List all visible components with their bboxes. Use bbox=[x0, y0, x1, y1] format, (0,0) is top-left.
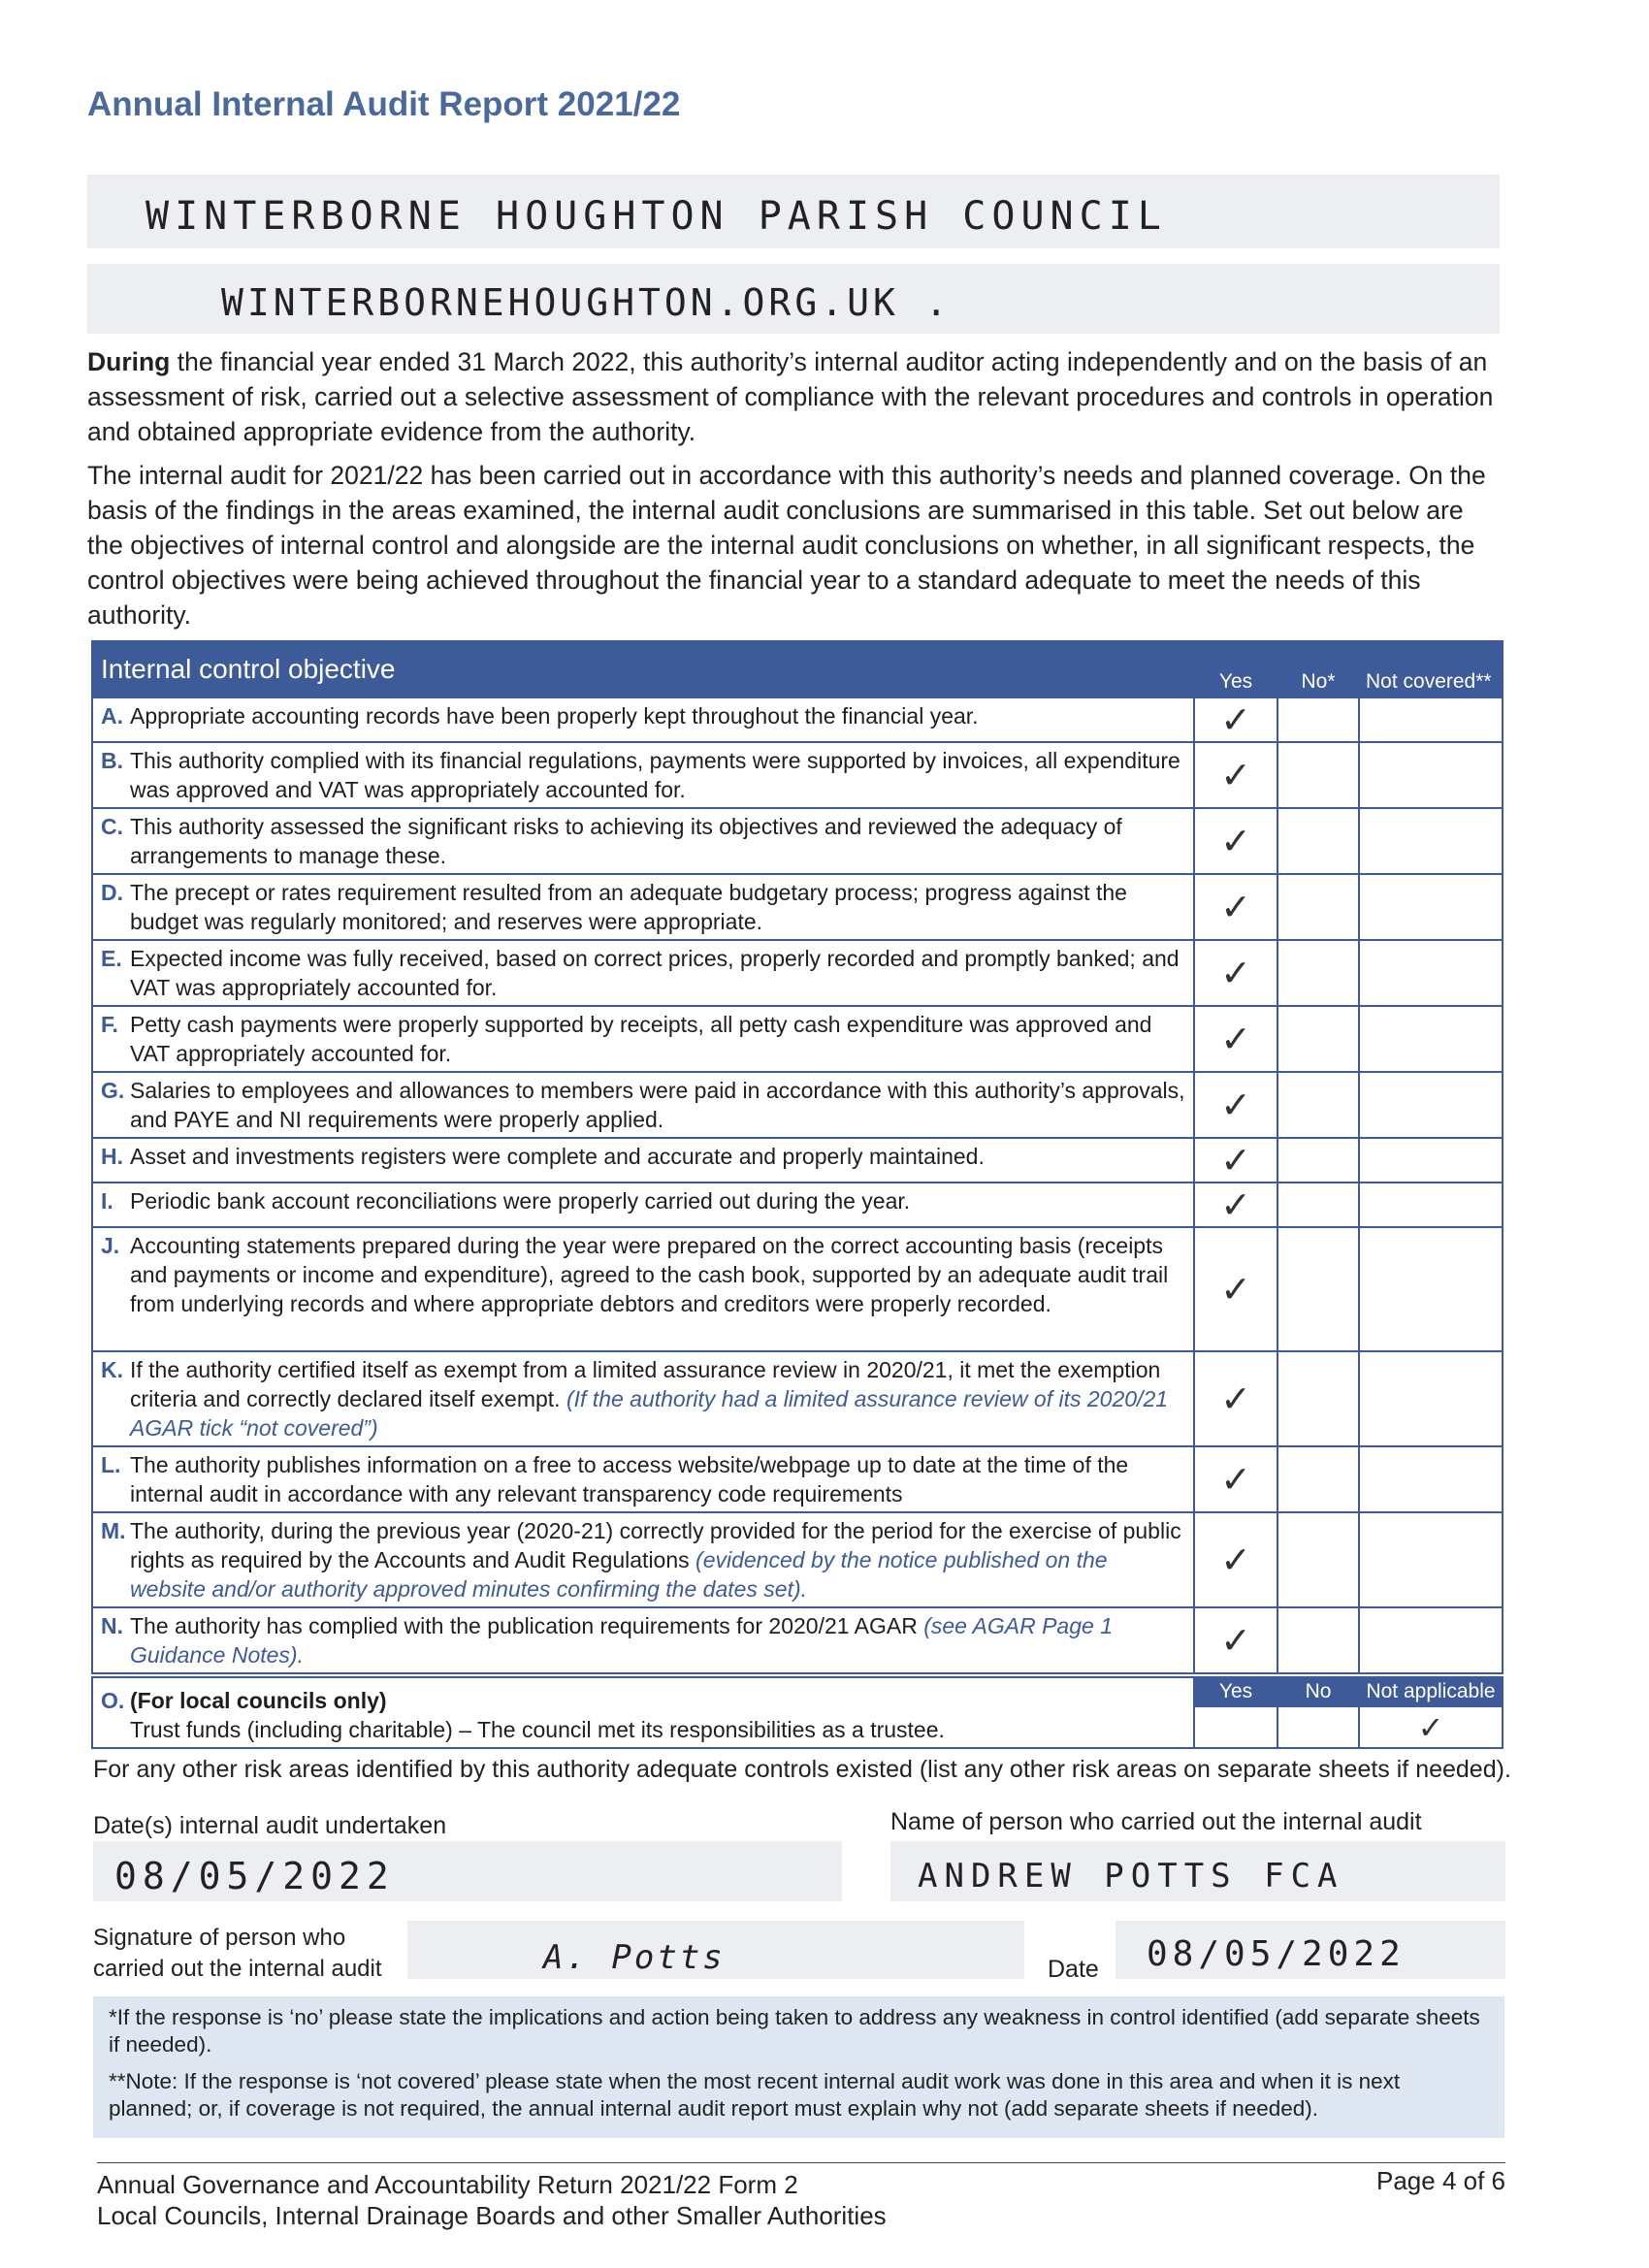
yes-checkmark[interactable]: ✓ bbox=[1194, 1138, 1277, 1183]
control-objective-cell bbox=[92, 1072, 1194, 1138]
trust-funds-text: Trust funds (including charitable) – The council met its responsibilities as a trustee. bbox=[130, 1717, 945, 1742]
signature-value: A. Potts bbox=[543, 1938, 726, 1977]
control-row bbox=[92, 940, 1503, 1006]
not-covered-cell[interactable] bbox=[1359, 1227, 1503, 1351]
control-objective-cell bbox=[92, 697, 1194, 742]
objective-description: Periodic bank account reconciliations were properly carried out during the year. bbox=[130, 1188, 911, 1214]
auditor-label: Name of person who carried out the internal audit bbox=[890, 1808, 1422, 1835]
row-letter: B. bbox=[101, 748, 123, 773]
table-header-no: No* bbox=[1277, 641, 1359, 697]
row-letter: F. bbox=[101, 1012, 118, 1037]
signature-label-line-2: carried out the internal audit bbox=[93, 1956, 382, 1982]
objective-description: If the authority certified itself as exempt from a limited assurance review in 2020/21, it met the exemption criteria and correctly declared itself exempt. bbox=[130, 1357, 1161, 1411]
yes-checkmark[interactable]: ✓ bbox=[1194, 1607, 1277, 1673]
control-row bbox=[92, 697, 1503, 742]
objective-text bbox=[130, 1450, 1187, 1508]
page-number: Page 4 of 6 bbox=[1376, 2166, 1505, 2195]
objective-description: The precept or rates requirement resulted from an adequate budgetary process; progress against the budget was regularly monitored; and reserves were appropriate. bbox=[130, 880, 1127, 934]
not-covered-cell[interactable] bbox=[1359, 1351, 1503, 1446]
objective-description: Petty cash payments were properly supported by receipts, all petty cash expenditure was approved and VAT appropriately accounted for. bbox=[130, 1012, 1152, 1066]
response-notes-box bbox=[93, 1996, 1504, 2138]
row-letter: H. bbox=[101, 1144, 123, 1169]
trust-yes-cell[interactable] bbox=[1194, 1706, 1277, 1748]
no-cell[interactable] bbox=[1277, 1183, 1359, 1227]
authority-name-value: WINTERBORNE HOUGHTON PARISH COUNCIL bbox=[146, 194, 1167, 239]
control-row bbox=[92, 874, 1503, 940]
objective-text bbox=[130, 1355, 1187, 1442]
not-covered-cell[interactable] bbox=[1359, 808, 1503, 874]
row-letter: M. bbox=[101, 1518, 126, 1543]
footer-authority-types: Local Councils, Internal Drainage Boards and other Smaller Authorities bbox=[97, 2201, 887, 2230]
no-cell[interactable] bbox=[1277, 1227, 1359, 1351]
objective-text bbox=[130, 746, 1187, 804]
control-objective-cell bbox=[92, 1183, 1194, 1227]
control-row bbox=[92, 742, 1503, 808]
intro-paragraph-1 bbox=[87, 344, 1504, 449]
yes-checkmark[interactable]: ✓ bbox=[1194, 1512, 1277, 1607]
table-header-objective: Internal control objective bbox=[92, 641, 1194, 697]
not-covered-cell[interactable] bbox=[1359, 874, 1503, 940]
authority-website-value: WINTERBORNEHOUGHTON.ORG.UK . bbox=[221, 281, 952, 324]
not-covered-cell[interactable] bbox=[1359, 940, 1503, 1006]
objective-guidance-note: (evidenced by the notice published on the website and/or authority approved minutes confirming the dates set). bbox=[130, 1547, 1108, 1602]
objective-text bbox=[130, 1010, 1187, 1068]
control-objective-cell bbox=[92, 1138, 1194, 1183]
yes-checkmark[interactable]: ✓ bbox=[1194, 697, 1277, 742]
objective-text bbox=[130, 878, 1187, 936]
row-letter: J. bbox=[101, 1233, 120, 1258]
row-letter: K. bbox=[101, 1357, 123, 1382]
other-risks-text: For any other risk areas identified by this authority adequate controls existed (list any other risk areas on separate sheets if needed). bbox=[93, 1756, 1511, 1783]
footer bbox=[97, 2169, 887, 2231]
trust-header-no: No bbox=[1277, 1677, 1359, 1706]
control-row bbox=[92, 1607, 1503, 1673]
objective-guidance-note: (see AGAR Page 1 Guidance Notes). bbox=[130, 1613, 1113, 1668]
no-cell[interactable] bbox=[1277, 940, 1359, 1006]
control-row bbox=[92, 1006, 1503, 1072]
not-covered-cell[interactable] bbox=[1359, 1138, 1503, 1183]
row-letter: I. bbox=[101, 1188, 113, 1214]
no-cell[interactable] bbox=[1277, 1006, 1359, 1072]
local-councils-only-label: (For local councils only) bbox=[130, 1688, 387, 1713]
control-objective-cell bbox=[92, 1446, 1194, 1512]
not-covered-cell[interactable] bbox=[1359, 697, 1503, 742]
control-row bbox=[92, 1072, 1503, 1138]
control-row bbox=[92, 1183, 1503, 1227]
intro-bold: During bbox=[87, 347, 171, 376]
dates-value: 08/05/2022 bbox=[114, 1855, 395, 1897]
row-letter: D. bbox=[101, 880, 123, 905]
control-objective-cell bbox=[92, 742, 1194, 808]
not-covered-cell[interactable] bbox=[1359, 742, 1503, 808]
objective-text bbox=[130, 944, 1187, 1002]
internal-control-table bbox=[91, 640, 1504, 1674]
control-objective-cell bbox=[92, 940, 1194, 1006]
date-label: Date bbox=[1048, 1956, 1099, 1983]
not-covered-cell[interactable] bbox=[1359, 1446, 1503, 1512]
trust-na-checkmark[interactable]: ✓ bbox=[1359, 1706, 1503, 1748]
objective-guidance-note: (If the authority had a limited assurance review of its 2020/21 AGAR tick “not covered”) bbox=[130, 1386, 1169, 1441]
table-header-yes: Yes bbox=[1194, 641, 1277, 697]
objective-description: Asset and investments registers were complete and accurate and properly maintained. bbox=[130, 1144, 985, 1169]
row-letter: G. bbox=[101, 1078, 125, 1103]
intro-paragraph-2: The internal audit for 2021/22 has been carried out in accordance with this authority’s needs and planned coverage. On the basis of the findings in the areas examined, the internal audit conclusions are summarised in this table. Set out below are the objectives of internal control and alongside are the internal audit conclusions on whether, in all significant respects, the control objectives were being achieved throughout the financial year to a standard adequate to meet the needs of this authority. bbox=[87, 461, 1486, 630]
date-value: 08/05/2022 bbox=[1147, 1934, 1406, 1974]
yes-checkmark[interactable]: ✓ bbox=[1194, 874, 1277, 940]
trust-no-cell[interactable] bbox=[1277, 1706, 1359, 1748]
objective-text bbox=[130, 1076, 1187, 1134]
table-header-not-covered: Not covered** bbox=[1359, 641, 1503, 697]
no-cell[interactable] bbox=[1277, 1446, 1359, 1512]
control-row bbox=[92, 1227, 1503, 1351]
objective-text bbox=[130, 1186, 910, 1215]
control-objective-cell bbox=[92, 1512, 1194, 1607]
yes-checkmark[interactable]: ✓ bbox=[1194, 808, 1277, 874]
yes-checkmark[interactable]: ✓ bbox=[1194, 940, 1277, 1006]
control-row bbox=[92, 1512, 1503, 1607]
row-letter: C. bbox=[101, 814, 123, 839]
objective-text bbox=[130, 1516, 1187, 1604]
no-cell[interactable] bbox=[1277, 1351, 1359, 1446]
not-covered-cell[interactable] bbox=[1359, 1183, 1503, 1227]
control-row bbox=[92, 808, 1503, 874]
objective-text bbox=[130, 812, 1187, 870]
control-objective-cell bbox=[92, 1607, 1194, 1673]
not-covered-cell[interactable] bbox=[1359, 1072, 1503, 1138]
yes-checkmark[interactable]: ✓ bbox=[1194, 1183, 1277, 1227]
objective-text bbox=[130, 701, 979, 730]
control-row bbox=[92, 1351, 1503, 1446]
objective-description: The authority publishes information on a free to access website/webpage up to date at the time of the internal audit in accordance with any relevant transparency code requirements bbox=[130, 1452, 1129, 1507]
yes-checkmark[interactable]: ✓ bbox=[1194, 1072, 1277, 1138]
objective-description: The authority has complied with the publication requirements for 2020/21 AGAR bbox=[130, 1613, 918, 1638]
objective-description: This authority assessed the significant risks to achieving its objectives and reviewed the adequacy of arrangements to manage these. bbox=[130, 814, 1122, 868]
page-title: Annual Internal Audit Report 2021/22 bbox=[87, 85, 681, 123]
control-objective-cell bbox=[92, 1006, 1194, 1072]
control-row bbox=[92, 1446, 1503, 1512]
objective-description: Expected income was fully received, based on correct prices, properly recorded and promptly banked; and VAT was appropriately accounted for. bbox=[130, 946, 1180, 1000]
yes-checkmark[interactable]: ✓ bbox=[1194, 1351, 1277, 1446]
control-objective-cell bbox=[92, 1351, 1194, 1446]
control-objective-cell bbox=[92, 874, 1194, 940]
objective-text bbox=[130, 1611, 1187, 1669]
objective-description: The authority, during the previous year (2020-21) correctly provided for the period for the exercise of public rights as required by the Accounts and Audit Regulations bbox=[130, 1518, 1181, 1572]
intro-p1-text: the financial year ended 31 March 2022, this authority’s internal auditor acting independently and on the basis of an assessment of risk, carried out a selective assessment of compliance with the relevant procedures and controls in operation and obtained appropriate evidence from the authority. bbox=[87, 347, 1494, 446]
footer-form-name: Annual Governance and Accountability Return 2021/22 Form 2 bbox=[97, 2170, 798, 2199]
no-cell[interactable] bbox=[1277, 1607, 1359, 1673]
no-cell[interactable] bbox=[1277, 808, 1359, 874]
not-covered-cell[interactable] bbox=[1359, 1006, 1503, 1072]
not-covered-cell[interactable] bbox=[1359, 1607, 1503, 1673]
no-cell[interactable] bbox=[1277, 742, 1359, 808]
signature-label-line-1: Signature of person who bbox=[93, 1925, 346, 1951]
trust-funds-table bbox=[91, 1676, 1504, 1749]
auditor-value: ANDREW POTTS FCA bbox=[918, 1857, 1344, 1895]
trust-header-yes: Yes bbox=[1194, 1677, 1277, 1706]
footer-divider bbox=[97, 2162, 1505, 2163]
no-cell[interactable] bbox=[1277, 874, 1359, 940]
yes-checkmark[interactable]: ✓ bbox=[1194, 1227, 1277, 1351]
row-letter: E. bbox=[101, 946, 122, 971]
not-covered-cell[interactable] bbox=[1359, 1512, 1503, 1607]
row-letter: N. bbox=[101, 1613, 123, 1638]
control-objective-cell bbox=[92, 1227, 1194, 1351]
objective-description: This authority complied with its financial regulations, payments were supported by invoices, all expenditure was approved and VAT was appropriately accounted for. bbox=[130, 748, 1180, 802]
no-cell[interactable] bbox=[1277, 697, 1359, 742]
row-letter: L. bbox=[101, 1452, 121, 1477]
control-row bbox=[92, 1138, 1503, 1183]
yes-checkmark[interactable]: ✓ bbox=[1194, 1446, 1277, 1512]
dates-label: Date(s) internal audit undertaken bbox=[93, 1812, 447, 1839]
trust-header-not-applicable: Not applicable bbox=[1359, 1677, 1503, 1706]
objective-text bbox=[130, 1231, 1187, 1318]
no-cell[interactable] bbox=[1277, 1072, 1359, 1138]
objective-text bbox=[130, 1142, 985, 1171]
no-cell[interactable] bbox=[1277, 1138, 1359, 1183]
objective-description: Appropriate accounting records have been properly kept throughout the financial year. bbox=[130, 703, 979, 729]
no-cell[interactable] bbox=[1277, 1512, 1359, 1607]
yes-checkmark[interactable]: ✓ bbox=[1194, 1006, 1277, 1072]
control-objective-cell bbox=[92, 808, 1194, 874]
note-not-covered-response: **Note: If the response is ‘not covered’ please state when the most recent internal audit work was done in this area and when it is next planned; or, if coverage is not required, the annual internal audit report must explain why not (add separate sheets if needed). bbox=[109, 2069, 1401, 2121]
row-letter: O. bbox=[101, 1688, 125, 1713]
row-letter: A. bbox=[101, 703, 123, 729]
objective-description: Accounting statements prepared during the year were prepared on the correct accounting basis (receipts and payments or income and expenditure), agreed to the cash book, supported by an adequate audit trail from underlying records and where appropriate debtors and creditors were properly recorded. bbox=[130, 1233, 1169, 1316]
yes-checkmark[interactable]: ✓ bbox=[1194, 742, 1277, 808]
note-no-response: *If the response is ‘no’ please state the implications and action being taken to address any weakness in control identified (add separate sheets if needed). bbox=[109, 2005, 1480, 2057]
trust-funds-objective bbox=[92, 1677, 1194, 1748]
objective-description: Salaries to employees and allowances to members were paid in accordance with this authority’s approvals, and PAYE and NI requirements were properly applied. bbox=[130, 1078, 1185, 1132]
